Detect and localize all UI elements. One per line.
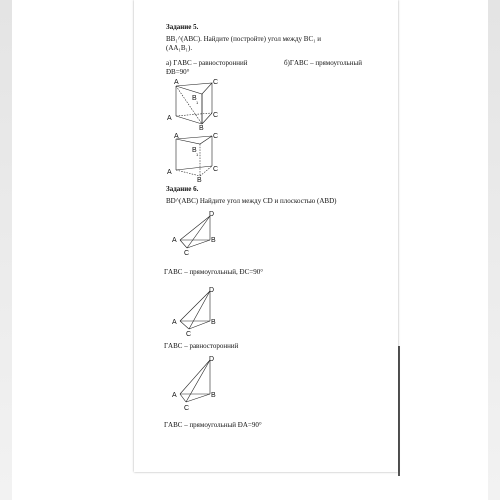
label-a: A [172, 237, 177, 244]
task6-caption1: ΓABC – прямоугольный, ÐC=90° [164, 268, 264, 276]
label-a: A [167, 169, 172, 176]
label-b: B [211, 237, 216, 244]
task6-title: Задание 6. [166, 185, 199, 193]
label-a: A [167, 115, 172, 122]
scrollbar[interactable] [398, 346, 400, 476]
label-c: C [213, 112, 219, 119]
task6-caption3: ΓABC – прямоугольный ÐA=90° [164, 421, 262, 429]
label-c: C [186, 331, 192, 338]
pyramid-figure-1 [174, 208, 224, 258]
pyramid-figure-3 [174, 356, 224, 414]
label-b: B [211, 319, 216, 326]
prism-figure-1 [167, 78, 224, 132]
label-c: C [184, 405, 190, 412]
task6-caption2: ΓABC – равносторонний [164, 342, 239, 350]
task5-title: Задание 5. [166, 23, 199, 31]
task5-question-line2: (AA₁B₁). [166, 44, 193, 52]
pyramid-figure-2 [174, 287, 224, 337]
task5-case-b-line2: ÐB=90° [166, 68, 190, 76]
label-a1: A [174, 79, 179, 86]
label-a: A [172, 392, 177, 399]
label-a1: A [174, 133, 179, 140]
label-a: A [172, 319, 177, 326]
document-page [134, 0, 398, 472]
label-c: C [184, 250, 190, 257]
label-c1: C [213, 133, 219, 140]
task5-case-b-line1: б)ΓABC – прямоугольный [284, 59, 362, 67]
label-d: D [209, 211, 215, 218]
label-b: B [211, 392, 216, 399]
task5-case-a: а) ΓABC – равносторонний [166, 59, 248, 67]
label-c1: C [213, 79, 219, 86]
prism-figure-2 [167, 133, 224, 186]
task6-question: BD^(ABC) Найдите угол между CD и плоскостью (ABD) [166, 197, 337, 205]
label-b1: B [192, 95, 197, 102]
label-d: D [209, 287, 215, 294]
label-sub: 1 [196, 100, 199, 105]
right-margin [488, 0, 500, 500]
task5-question-line1: BB₁^(ABC). Найдите (постройте) угол между BC₁ и [166, 35, 322, 43]
label-b: B [199, 125, 204, 132]
label-c: C [213, 166, 219, 173]
label-b: B [197, 177, 202, 184]
left-margin [0, 0, 12, 500]
label-d: D [209, 356, 215, 363]
label-sub: 1 [196, 152, 199, 157]
label-b1: B [192, 147, 197, 154]
